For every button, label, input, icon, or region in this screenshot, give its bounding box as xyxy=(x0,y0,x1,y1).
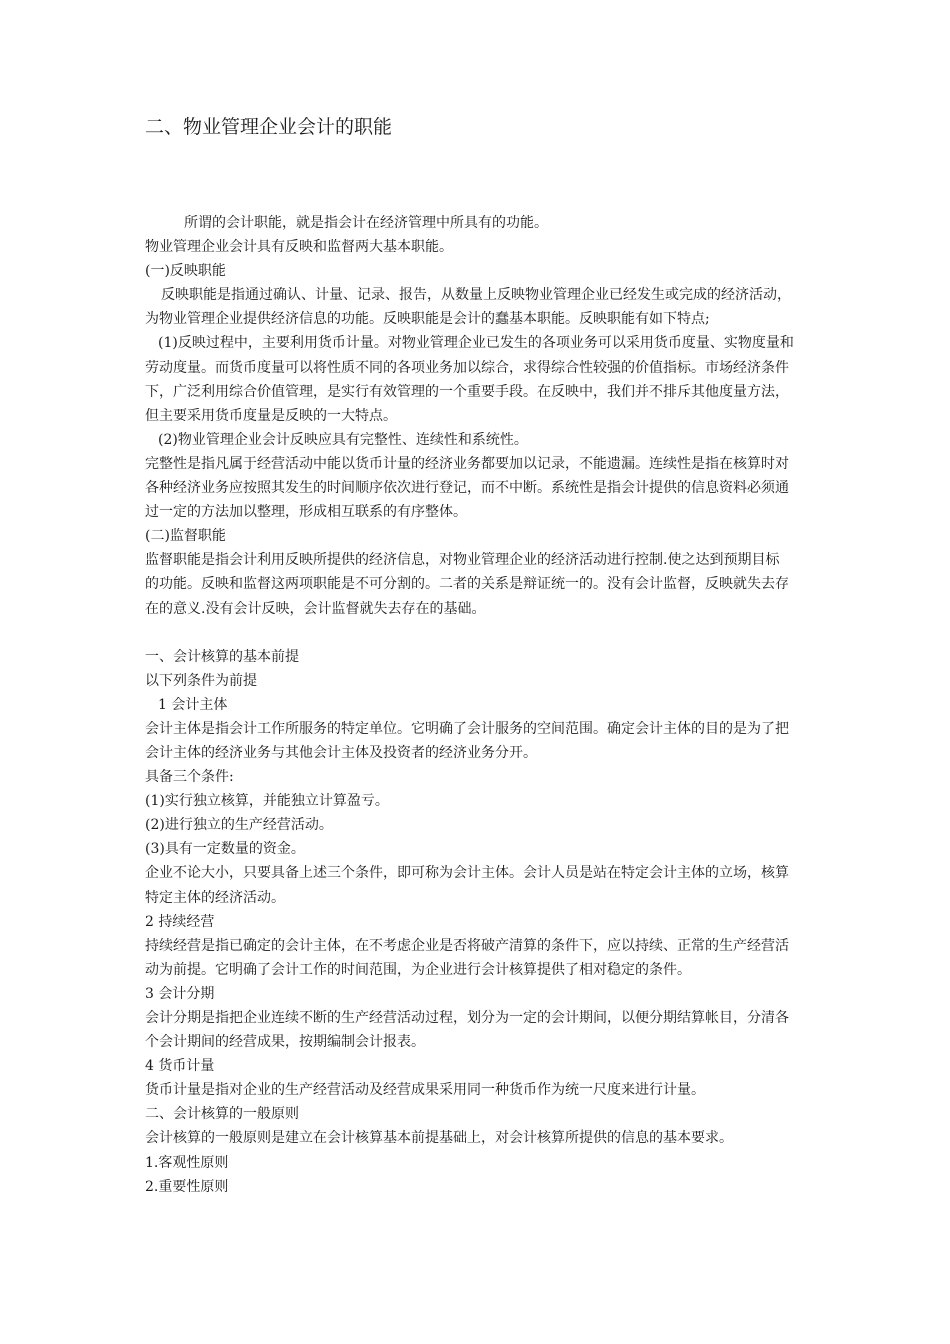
paragraph-line: 完整性是指凡属于经营活动中能以货币计量的经济业务都要加以记录，不能遗漏。连续性是指在核算时对 xyxy=(145,455,789,472)
paragraph-line: 反映职能是指通过确认、计量、记录、报告，从数量上反映物业管理企业已经发生或完成的经济活动， xyxy=(161,287,791,304)
paragraph-line: 劳动度量。而货币度量可以将性质不同的各项业务加以综合，求得综合性较强的价值指标。市场经济条件 xyxy=(145,359,789,376)
list-item: 2.重要性原则 xyxy=(145,1178,229,1195)
paragraph-line: 以下列条件为前提 xyxy=(145,672,257,689)
paragraph-line: 会计主体是指会计工作所服务的特定单位。它明确了会计服务的空间范围。确定会计主体的目的是为了把 xyxy=(145,720,789,737)
paragraph-line: 特定主体的经济活动。 xyxy=(145,889,285,906)
paragraph-line: 会计主体的经济业务与其他会计主体及投资者的经济业务分开。 xyxy=(145,744,537,761)
subsection-heading: 4 货币计量 xyxy=(145,1058,215,1075)
paragraph-line: 动为前提。它明确了会计工作的时间范围，为企业进行会计核算提供了相对稳定的条件。 xyxy=(145,961,691,978)
section-heading: (一)反映职能 xyxy=(145,263,226,280)
paragraph-line: 下，广泛利用综合价值管理，是实行有效管理的一个重要手段。在反映中，我们并不排斥其他度量方法， xyxy=(145,383,789,400)
paragraph-line: 但主要采用货币度量是反映的一大特点。 xyxy=(145,407,397,424)
paragraph-line: (1)反映过程中，主要利用货币计量。对物业管理企业已发生的各项业务可以采用货币度量、实物度量和 xyxy=(158,335,794,352)
list-item: (3)具有一定数量的资金。 xyxy=(145,841,305,858)
document-title: 二、物业管理企业会计的职能 xyxy=(145,116,393,138)
paragraph-line: 货币计量是指对企业的生产经营活动及经营成果采用同一种货币作为统一尺度来进行计量。 xyxy=(145,1082,705,1099)
document-body xyxy=(145,211,815,1199)
paragraph-line: 具备三个条件: xyxy=(145,769,234,786)
spacer xyxy=(145,621,815,645)
paragraph-line: 持续经营是指已确定的会计主体，在不考虑企业是否将破产清算的条件下，应以持续、正常的生产经营活 xyxy=(145,937,789,954)
paragraph-line: 个会计期间的经营成果，按期编制会计报表。 xyxy=(145,1034,425,1051)
subsection-heading: 1 会计主体 xyxy=(158,696,228,713)
paragraph-line: 过一定的方法加以整理，形成相互联系的有序整体。 xyxy=(145,504,467,521)
list-item: 1.客观性原则 xyxy=(145,1154,229,1171)
paragraph-line: 各种经济业务应按照其发生的时间顺序依次进行登记，而不中断。系统性是指会计提供的信息资料必须通 xyxy=(145,480,789,497)
section-heading: 二、会计核算的一般原则 xyxy=(145,1106,299,1123)
paragraph-line: 会计分期是指把企业连续不断的生产经营活动过程，划分为一定的会计期间，以便分期结算帐目，分清各 xyxy=(145,1010,789,1026)
subsection-heading: 3 会计分期 xyxy=(145,985,215,1002)
paragraph-line: 物业管理企业会计具有反映和监督两大基本职能。 xyxy=(145,239,453,256)
paragraph-line: 为物业管理企业提供经济信息的功能。反映职能是会计的蠢基本职能。反映职能有如下特点; xyxy=(145,311,710,328)
paragraph-line: 企业不论大小，只要具备上述三个条件，即可称为会计主体。会计人员是站在特定会计主体的立场，核算 xyxy=(145,865,789,882)
paragraph-line: 会计核算的一般原则是建立在会计核算基本前提基础上，对会计核算所提供的信息的基本要求。 xyxy=(145,1130,733,1147)
list-item: (1)实行独立核算，并能独立计算盈亏。 xyxy=(145,793,389,810)
paragraph-line: 所谓的会计职能，就是指会计在经济管理中所具有的功能。 xyxy=(184,215,548,231)
paragraph-line: 监督职能是指会计利用反映所提供的经济信息，对物业管理企业的经济活动进行控制.使之达到预期目标 xyxy=(145,552,780,569)
section-heading: 一、会计核算的基本前提 xyxy=(145,648,299,665)
paragraph-line: (2)物业管理企业会计反映应具有完整性、连续性和系统性。 xyxy=(158,431,528,448)
subsection-heading: 2 持续经营 xyxy=(145,913,215,930)
paragraph-line: 在的意义.没有会计反映，会计监督就失去存在的基础。 xyxy=(145,600,486,617)
paragraph-line: 的功能。反映和监督这两项职能是不可分割的。二者的关系是辩证统一的。没有会计监督，反映就失去存 xyxy=(145,576,789,593)
list-item: (2)进行独立的生产经营活动。 xyxy=(145,817,333,834)
section-heading: (二)监督职能 xyxy=(145,528,226,545)
